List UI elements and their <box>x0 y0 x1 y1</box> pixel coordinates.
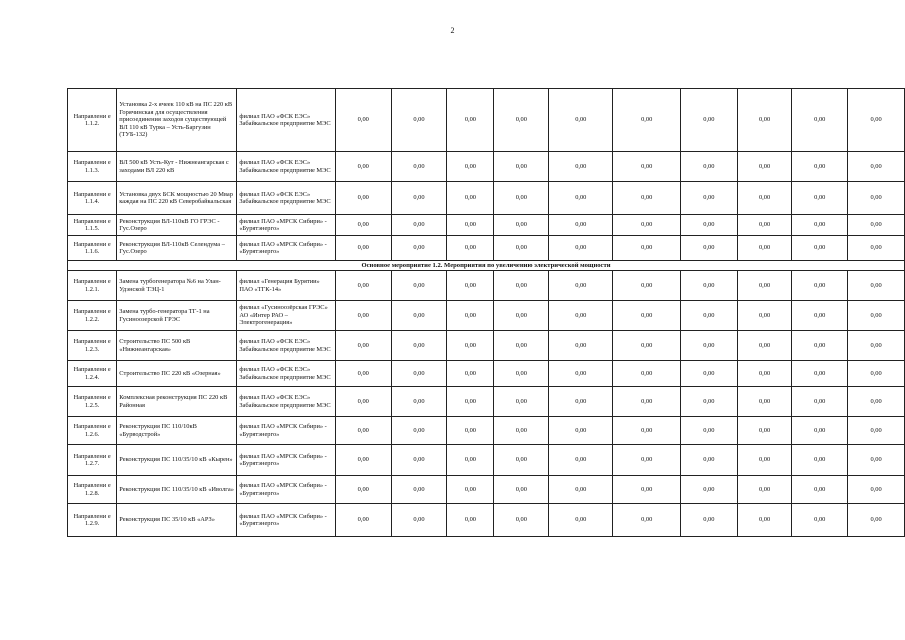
value-cell: 0,00 <box>680 236 737 261</box>
measure-name-cell: Установка 2-х ячеек 110 кВ на ПС 220 кВ Горячинская для осуществления присоединения заходов существующей ВЛ 110 кВ Турка – Усть-Баргузин (ТУБ-132) <box>117 89 237 152</box>
value-cell: 0,00 <box>494 152 549 182</box>
value-cell: 0,00 <box>848 215 905 236</box>
value-cell: 0,00 <box>391 445 447 476</box>
value-cell: 0,00 <box>447 152 494 182</box>
section-row <box>68 261 905 271</box>
measure-name-cell: Замена турбогенератора №6 на Улан-Удэнской ТЭЦ-1 <box>117 271 237 301</box>
value-cell: 0,00 <box>391 89 447 152</box>
table-row <box>68 331 905 361</box>
value-cell: 0,00 <box>494 271 549 301</box>
value-cell: 0,00 <box>848 387 905 417</box>
measure-name-cell: Строительство ПС 500 кВ «Нижнеангарская» <box>117 331 237 361</box>
direction-cell: Направлени е 1.2.1. <box>68 271 117 301</box>
organization-cell: филиал ПАО «ФСК ЕЭС» Забайкальское предприятие МЭС <box>237 361 336 387</box>
direction-cell: Направлени е 1.2.6. <box>68 417 117 445</box>
table-row <box>68 215 905 236</box>
value-cell: 0,00 <box>335 361 391 387</box>
value-cell: 0,00 <box>613 89 681 152</box>
direction-cell: Направлени е 1.2.9. <box>68 504 117 537</box>
value-cell: 0,00 <box>792 361 848 387</box>
value-cell: 0,00 <box>391 152 447 182</box>
value-cell: 0,00 <box>549 331 613 361</box>
direction-cell: Направлени е 1.2.3. <box>68 331 117 361</box>
value-cell: 0,00 <box>549 504 613 537</box>
table-row <box>68 89 905 152</box>
value-cell: 0,00 <box>549 215 613 236</box>
value-cell: 0,00 <box>391 417 447 445</box>
value-cell: 0,00 <box>391 236 447 261</box>
value-cell: 0,00 <box>335 387 391 417</box>
table-body <box>68 89 905 537</box>
table-row <box>68 504 905 537</box>
measures-table <box>67 88 905 537</box>
value-cell: 0,00 <box>848 361 905 387</box>
measure-name-cell: Реконструкция ВЛ-110кВ ГО ГРЭС - Гус.Озеро <box>117 215 237 236</box>
direction-cell: Направлени е 1.1.5. <box>68 215 117 236</box>
value-cell: 0,00 <box>680 476 737 504</box>
value-cell: 0,00 <box>737 476 792 504</box>
measure-name-cell: Реконструкция ПС 110/35/10 кВ «Кырен» <box>117 445 237 476</box>
value-cell: 0,00 <box>792 476 848 504</box>
organization-cell: филиал ПАО «МРСК Сибири» - «Бурятэнерго» <box>237 417 336 445</box>
value-cell: 0,00 <box>549 417 613 445</box>
organization-cell: филиал ПАО «ФСК ЕЭС» Забайкальское предприятие МЭС <box>237 331 336 361</box>
organization-cell: филиал ПАО «ФСК ЕЭС» Забайкальское предприятие МЭС <box>237 89 336 152</box>
value-cell: 0,00 <box>792 445 848 476</box>
value-cell: 0,00 <box>680 182 737 215</box>
measure-name-cell: Установка двух БСК мощностью 20 Мвар каждая на ПС 220 кВ Северобайкальская <box>117 182 237 215</box>
table-row <box>68 417 905 445</box>
value-cell: 0,00 <box>680 271 737 301</box>
value-cell: 0,00 <box>447 445 494 476</box>
value-cell: 0,00 <box>494 182 549 215</box>
value-cell: 0,00 <box>613 236 681 261</box>
table-row <box>68 476 905 504</box>
value-cell: 0,00 <box>680 417 737 445</box>
organization-cell: филиал ПАО «ФСК ЕЭС» Забайкальское предприятие МЭС <box>237 152 336 182</box>
value-cell: 0,00 <box>613 331 681 361</box>
table-row <box>68 301 905 331</box>
value-cell: 0,00 <box>335 182 391 215</box>
organization-cell: филиал ПАО «МРСК Сибири» - «Бурятэнерго» <box>237 476 336 504</box>
value-cell: 0,00 <box>737 236 792 261</box>
value-cell: 0,00 <box>391 301 447 331</box>
value-cell: 0,00 <box>680 152 737 182</box>
value-cell: 0,00 <box>549 182 613 215</box>
direction-cell: Направлени е 1.1.2. <box>68 89 117 152</box>
value-cell: 0,00 <box>792 387 848 417</box>
value-cell: 0,00 <box>447 387 494 417</box>
value-cell: 0,00 <box>391 215 447 236</box>
value-cell: 0,00 <box>447 504 494 537</box>
value-cell: 0,00 <box>335 504 391 537</box>
value-cell: 0,00 <box>391 387 447 417</box>
value-cell: 0,00 <box>680 361 737 387</box>
value-cell: 0,00 <box>494 361 549 387</box>
value-cell: 0,00 <box>549 236 613 261</box>
organization-cell: филиал ПАО «МРСК Сибири» - «Бурятэнерго» <box>237 504 336 537</box>
value-cell: 0,00 <box>737 387 792 417</box>
value-cell: 0,00 <box>391 361 447 387</box>
value-cell: 0,00 <box>792 215 848 236</box>
value-cell: 0,00 <box>549 387 613 417</box>
direction-cell: Направлени е 1.2.5. <box>68 387 117 417</box>
direction-cell: Направлени е 1.2.8. <box>68 476 117 504</box>
value-cell: 0,00 <box>848 445 905 476</box>
value-cell: 0,00 <box>494 301 549 331</box>
table-row <box>68 236 905 261</box>
value-cell: 0,00 <box>447 417 494 445</box>
measure-name-cell: Реконструкция ПС 110/35/10 кВ «Иволга» <box>117 476 237 504</box>
value-cell: 0,00 <box>792 89 848 152</box>
value-cell: 0,00 <box>613 182 681 215</box>
value-cell: 0,00 <box>848 331 905 361</box>
value-cell: 0,00 <box>447 271 494 301</box>
value-cell: 0,00 <box>494 236 549 261</box>
value-cell: 0,00 <box>447 476 494 504</box>
measure-name-cell: Реконструкция ПС 35/10 кВ «АРЗ» <box>117 504 237 537</box>
direction-cell: Направлени е 1.2.7. <box>68 445 117 476</box>
value-cell: 0,00 <box>613 445 681 476</box>
value-cell: 0,00 <box>549 152 613 182</box>
value-cell: 0,00 <box>680 331 737 361</box>
value-cell: 0,00 <box>848 504 905 537</box>
value-cell: 0,00 <box>792 182 848 215</box>
table-row <box>68 445 905 476</box>
value-cell: 0,00 <box>335 89 391 152</box>
measure-name-cell: Реконструкция ВЛ-110кВ Селендума – Гус.Озеро <box>117 236 237 261</box>
value-cell: 0,00 <box>494 215 549 236</box>
organization-cell: филиал ПАО «МРСК Сибири» - «Бурятэнерго» <box>237 445 336 476</box>
organization-cell: филиал ПАО «МРСК Сибири» - «Бурятэнерго» <box>237 236 336 261</box>
table-row <box>68 361 905 387</box>
value-cell: 0,00 <box>792 331 848 361</box>
organization-cell: филиал ПАО «ФСК ЕЭС» Забайкальское предприятие МЭС <box>237 387 336 417</box>
value-cell: 0,00 <box>737 417 792 445</box>
table-row <box>68 152 905 182</box>
value-cell: 0,00 <box>335 236 391 261</box>
value-cell: 0,00 <box>335 476 391 504</box>
value-cell: 0,00 <box>737 331 792 361</box>
value-cell: 0,00 <box>549 361 613 387</box>
value-cell: 0,00 <box>737 361 792 387</box>
value-cell: 0,00 <box>680 215 737 236</box>
organization-cell: филиал «Гусиноозёрская ГРЭС» АО «Интер РАО – Электрогенерация» <box>237 301 336 331</box>
value-cell: 0,00 <box>792 152 848 182</box>
value-cell: 0,00 <box>391 271 447 301</box>
value-cell: 0,00 <box>447 182 494 215</box>
value-cell: 0,00 <box>680 445 737 476</box>
value-cell: 0,00 <box>737 152 792 182</box>
value-cell: 0,00 <box>792 504 848 537</box>
value-cell: 0,00 <box>335 215 391 236</box>
direction-cell: Направлени е 1.2.4. <box>68 361 117 387</box>
value-cell: 0,00 <box>737 445 792 476</box>
value-cell: 0,00 <box>737 504 792 537</box>
value-cell: 0,00 <box>848 236 905 261</box>
value-cell: 0,00 <box>494 417 549 445</box>
organization-cell: филиал ПАО «МРСК Сибири» - «Бурятэнерго» <box>237 215 336 236</box>
value-cell: 0,00 <box>737 215 792 236</box>
measure-name-cell: Строительство ПС 220 кВ «Озерная» <box>117 361 237 387</box>
value-cell: 0,00 <box>494 331 549 361</box>
value-cell: 0,00 <box>613 476 681 504</box>
value-cell: 0,00 <box>335 331 391 361</box>
value-cell: 0,00 <box>792 417 848 445</box>
measure-name-cell: Комплексная реконструкция ПС 220 кВ Районная <box>117 387 237 417</box>
value-cell: 0,00 <box>494 476 549 504</box>
value-cell: 0,00 <box>549 89 613 152</box>
value-cell: 0,00 <box>792 301 848 331</box>
direction-cell: Направлени е 1.2.2. <box>68 301 117 331</box>
value-cell: 0,00 <box>848 476 905 504</box>
section-title: Основное мероприятие 1.2. Мероприятия по увеличению электрической мощности <box>68 261 905 271</box>
value-cell: 0,00 <box>447 331 494 361</box>
value-cell: 0,00 <box>848 182 905 215</box>
value-cell: 0,00 <box>549 301 613 331</box>
value-cell: 0,00 <box>391 504 447 537</box>
value-cell: 0,00 <box>335 152 391 182</box>
value-cell: 0,00 <box>447 215 494 236</box>
value-cell: 0,00 <box>680 387 737 417</box>
value-cell: 0,00 <box>391 331 447 361</box>
table-row <box>68 182 905 215</box>
direction-cell: Направлени е 1.1.3. <box>68 152 117 182</box>
value-cell: 0,00 <box>848 271 905 301</box>
value-cell: 0,00 <box>613 504 681 537</box>
direction-cell: Направлени е 1.1.6. <box>68 236 117 261</box>
measure-name-cell: ВЛ 500 кВ Усть-Кут - Нижнеангарская с заходами ВЛ 220 кВ <box>117 152 237 182</box>
value-cell: 0,00 <box>737 182 792 215</box>
value-cell: 0,00 <box>335 445 391 476</box>
value-cell: 0,00 <box>391 476 447 504</box>
value-cell: 0,00 <box>549 445 613 476</box>
value-cell: 0,00 <box>680 89 737 152</box>
value-cell: 0,00 <box>737 271 792 301</box>
value-cell: 0,00 <box>613 301 681 331</box>
value-cell: 0,00 <box>737 301 792 331</box>
value-cell: 0,00 <box>494 445 549 476</box>
measure-name-cell: Замена турбо-генератора ТГ-1 на Гусиноозерской ГРЭС <box>117 301 237 331</box>
value-cell: 0,00 <box>613 271 681 301</box>
value-cell: 0,00 <box>792 271 848 301</box>
value-cell: 0,00 <box>391 182 447 215</box>
value-cell: 0,00 <box>848 89 905 152</box>
value-cell: 0,00 <box>447 89 494 152</box>
value-cell: 0,00 <box>613 215 681 236</box>
value-cell: 0,00 <box>613 417 681 445</box>
value-cell: 0,00 <box>613 387 681 417</box>
value-cell: 0,00 <box>613 152 681 182</box>
value-cell: 0,00 <box>680 504 737 537</box>
value-cell: 0,00 <box>549 476 613 504</box>
value-cell: 0,00 <box>680 301 737 331</box>
value-cell: 0,00 <box>494 89 549 152</box>
page-number: 2 <box>450 26 455 35</box>
value-cell: 0,00 <box>549 271 613 301</box>
value-cell: 0,00 <box>848 152 905 182</box>
value-cell: 0,00 <box>447 301 494 331</box>
value-cell: 0,00 <box>447 361 494 387</box>
value-cell: 0,00 <box>613 361 681 387</box>
value-cell: 0,00 <box>335 271 391 301</box>
value-cell: 0,00 <box>494 387 549 417</box>
value-cell: 0,00 <box>335 301 391 331</box>
organization-cell: филиал «Генерация Бурятии» ПАО «ТГК-14» <box>237 271 336 301</box>
value-cell: 0,00 <box>447 236 494 261</box>
value-cell: 0,00 <box>848 301 905 331</box>
value-cell: 0,00 <box>494 504 549 537</box>
direction-cell: Направлени е 1.1.4. <box>68 182 117 215</box>
value-cell: 0,00 <box>737 89 792 152</box>
value-cell: 0,00 <box>792 236 848 261</box>
table-row <box>68 387 905 417</box>
table-row <box>68 271 905 301</box>
value-cell: 0,00 <box>335 417 391 445</box>
value-cell: 0,00 <box>848 417 905 445</box>
measure-name-cell: Реконструкция ПС 110/10кВ «Бурводстрой» <box>117 417 237 445</box>
organization-cell: филиал ПАО «ФСК ЕЭС» Забайкальское предприятие МЭС <box>237 182 336 215</box>
